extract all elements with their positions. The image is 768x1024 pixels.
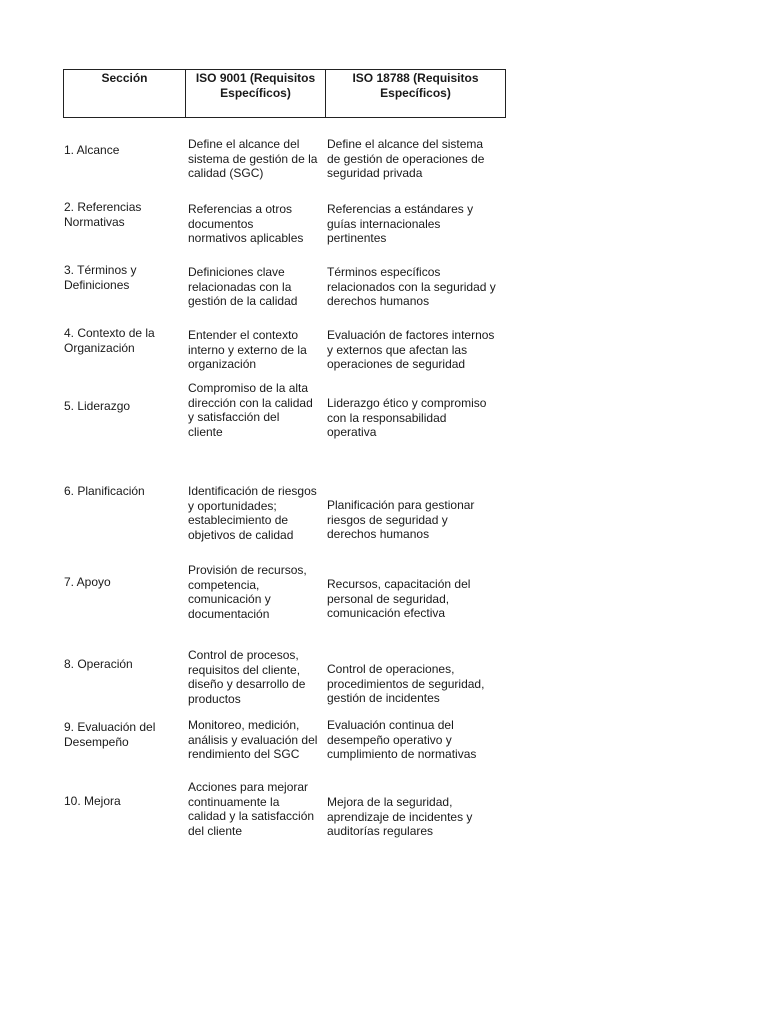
row-iso9001: Acciones para mejorar continuamente la calidad y la satisfacción del cliente [188,780,315,838]
row-iso18788: Evaluación de factores internos y externos que afectan las operaciones de seguridad [327,328,495,371]
row-iso18788: Define el alcance del sistema de gestión de operaciones de seguridad privada [327,137,485,180]
row-iso9001: Monitoreo, medición, análisis y evaluación del rendimiento del SGC [188,718,318,761]
row-section: 5. Liderazgo [64,399,131,413]
row-section: 7. Apoyo [64,575,111,589]
row-iso9001: Identificación de riesgos y oportunidades; establecimiento de objetivos de calidad [188,484,317,542]
row-iso9001: Compromiso de la alta dirección con la calidad y satisfacción del cliente [188,381,313,439]
row-section: 4. Contexto de la Organización [64,326,155,355]
row-section: 2. Referencias Normativas [64,200,142,229]
row-iso18788: Mejora de la seguridad, aprendizaje de incidentes y auditorías regulares [327,795,473,838]
row-iso9001: Control de procesos, requisitos del cliente, diseño y desarrollo de productos [188,648,306,706]
row-section: 6. Planificación [64,484,145,498]
row-iso18788: Términos específicos relacionados con la seguridad y derechos humanos [327,265,496,308]
row-iso18788: Planificación para gestionar riesgos de seguridad y derechos humanos [327,498,475,541]
row-iso9001: Provisión de recursos, competencia, comunicación y documentación [188,563,307,621]
table-header [63,69,506,118]
row-section: 3. Términos y Definiciones [64,263,137,292]
row-section: 9. Evaluación del Desempeño [64,720,156,749]
row-iso18788: Evaluación continua del desempeño operativo y cumplimiento de normativas [327,718,477,761]
row-iso9001: Definiciones clave relacionadas con la gestión de la calidad [188,265,298,308]
row-section: 1. Alcance [64,143,120,157]
row-iso9001: Referencias a otros documentos normativos aplicables [188,202,304,245]
row-iso9001: Entender el contexto interno y externo de la organización [188,328,307,371]
header-iso9001: ISO 9001 (Requisitos Específicos) [186,70,326,117]
row-iso18788: Recursos, capacitación del personal de seguridad, comunicación efectiva [327,577,471,620]
row-iso18788: Referencias a estándares y guías internacionales pertinentes [327,202,474,245]
header-section: Sección [64,70,186,117]
row-iso9001: Define el alcance del sistema de gestión de la calidad (SGC) [188,137,318,180]
row-iso18788: Control de operaciones, procedimientos de seguridad, gestión de incidentes [327,662,485,705]
row-section: 8. Operación [64,657,133,671]
row-iso18788: Liderazgo ético y compromiso con la responsabilidad operativa [327,396,487,439]
header-iso18788: ISO 18788 (Requisitos Específicos) [352,71,479,100]
row-section: 10. Mejora [64,794,121,808]
